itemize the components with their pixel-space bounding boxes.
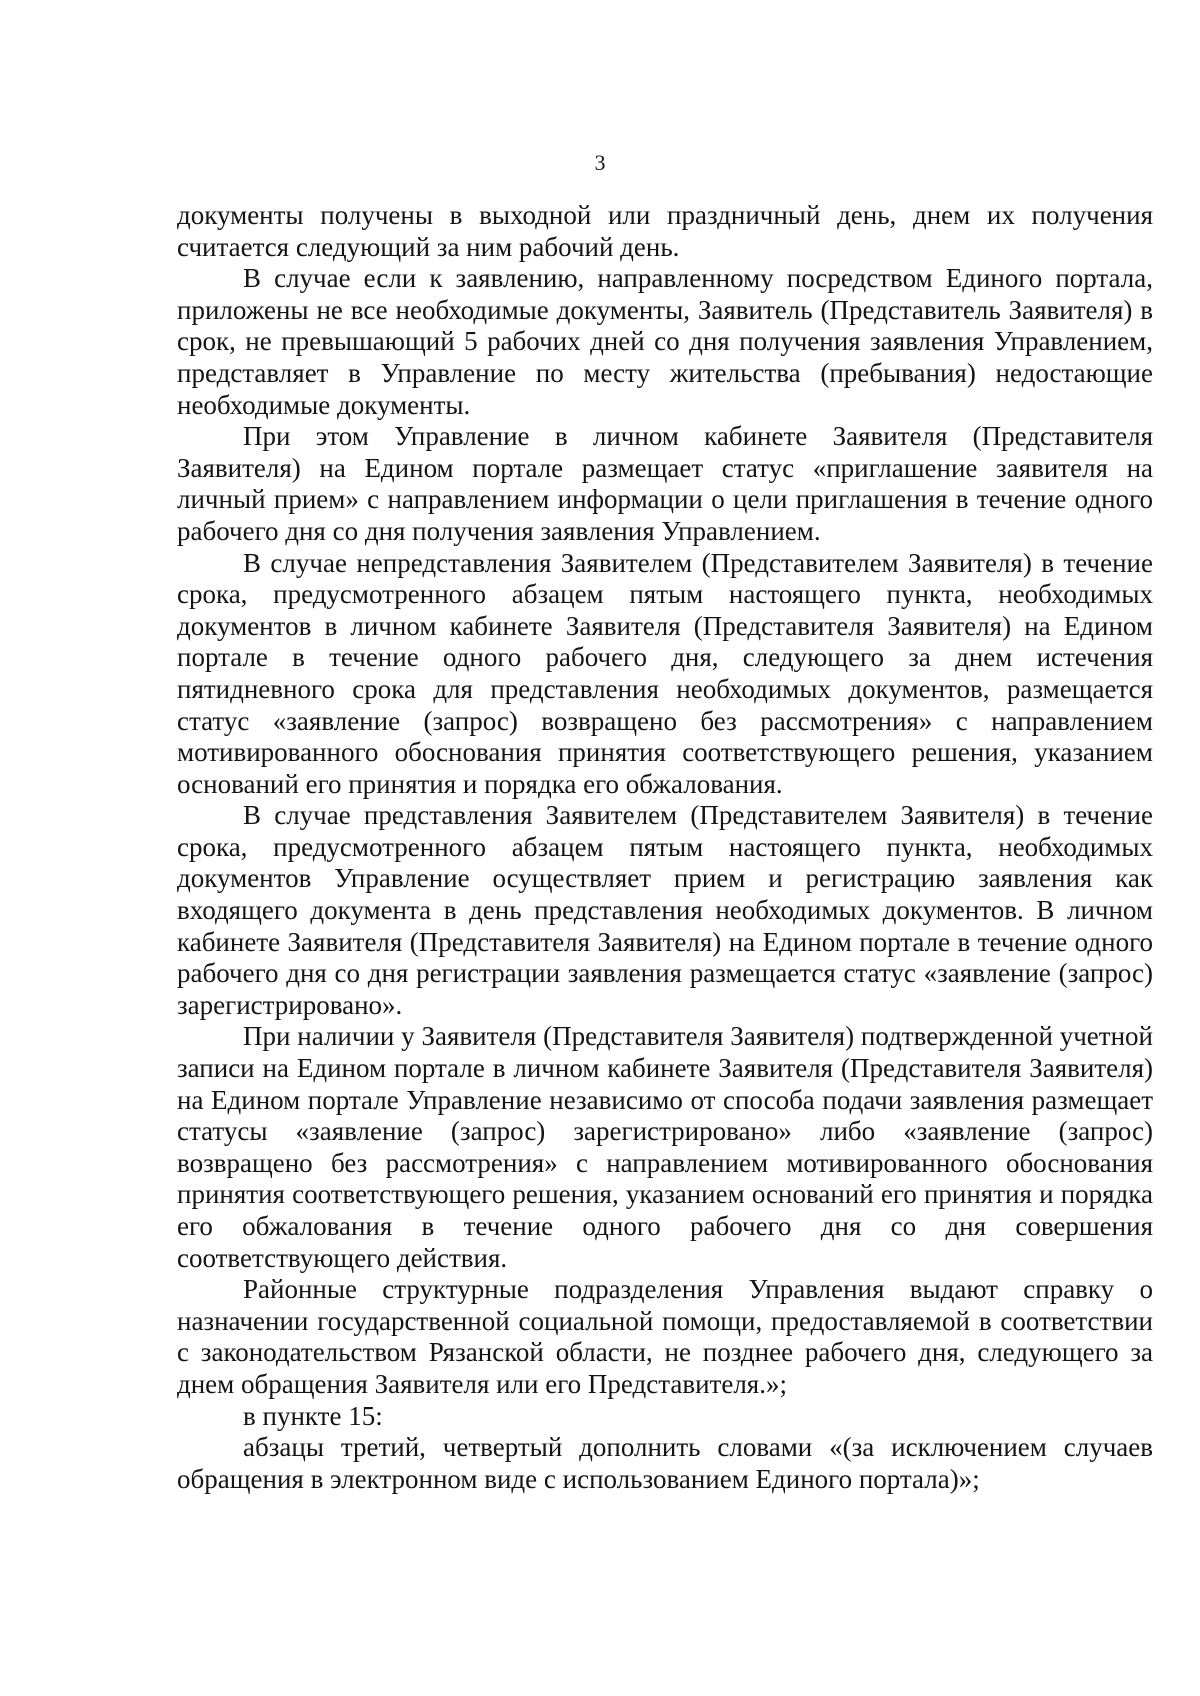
paragraph-non-submission: В случае непредставления Заявителем (Представителем Заявителя) в течение срока, предусмотренного абзацем пятым настоящего пункта, необходимых документов в личном кабинете Заявителя (Представителя Заявителя) на Едином портале в течение одного рабочего дня, следующего за днем истечения пятидневного срока для представления необходимых документов, размещается статус «заявление (запрос) возвращено без рассмотрения» с направлением мотивированного обоснования принятия соответствующего решения, указанием оснований его принятия и порядка его обжалования. bbox=[177, 547, 1153, 799]
paragraph-continuation: документы получены в выходной или праздничный день, днем их получения считается следующий за ним рабочий день. bbox=[177, 200, 1153, 262]
paragraph-invitation-status: При этом Управление в личном кабинете Заявителя (Представителя Заявителя) на Едином портале размещает статус «приглашение заявителя на личный прием» с направлением информации о цели приглашения в течение одного рабочего дня со дня получения заявления Управлением. bbox=[177, 421, 1153, 546]
paragraph-point-15: в пункте 15: bbox=[243, 1400, 383, 1431]
paragraph-submission: В случае представления Заявителем (Представителем Заявителя) в течение срока, предусмотренного абзацем пятым настоящего пункта, необходимых документов Управление осуществляет прием и регистрацию заявления как входящего документа в день представления необходимых документов. В личном кабинете Заявителя (Представителя Заявителя) на Едином портале в течение одного рабочего дня со дня регистрации заявления размещается статус «заявление (запрос) зарегистрировано». bbox=[177, 800, 1153, 1020]
document-body bbox=[177, 200, 1153, 1495]
paragraph-amendment: абзацы третий, четвертый дополнить словами «(за исключением случаев обращения в электронном виде с использованием Единого портала)»; bbox=[177, 1432, 1153, 1494]
paragraph-certificate: Районные структурные подразделения Управления выдают справку о назначении государственной социальной помощи, предоставляемой в соответствии с законодательством Рязанской области, не позднее рабочего дня, следующего за днем обращения Заявителя или его Представителя.»; bbox=[177, 1274, 1153, 1399]
paragraph-account-statuses: При наличии у Заявителя (Представителя Заявителя) подтвержденной учетной записи на Едином портале в личном кабинете Заявителя (Представителя Заявителя) на Едином портале Управление независимо от способа подачи заявления размещает статусы «заявление (запрос) зарегистрировано» либо «заявление (запрос) возвращено без рассмотрения» с направлением мотивированного обоснования принятия соответствующего решения, указанием оснований его принятия и порядка его обжалования в течение одного рабочего дня со дня совершения соответствующего действия. bbox=[177, 1021, 1153, 1273]
page-number: 3 bbox=[594, 150, 606, 175]
paragraph-incomplete-documents: В случае если к заявлению, направленному посредством Единого портала, приложены не все необходимые документы, Заявитель (Представитель Заявителя) в срок, не превышающий 5 рабочих дней со дня получения заявления Управлением, представляет в Управление по месту жительства (пребывания) недостающие необходимые документы. bbox=[177, 263, 1153, 420]
